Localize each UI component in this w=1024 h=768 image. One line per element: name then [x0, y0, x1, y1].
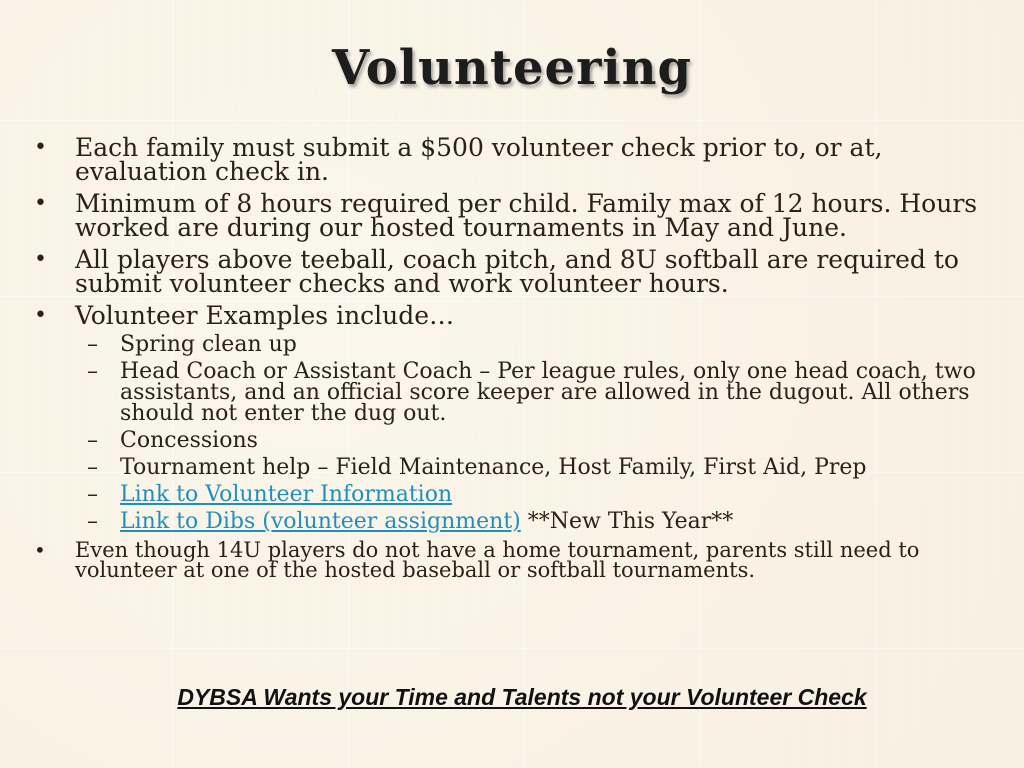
list-item	[30, 189, 990, 242]
sub-list-item	[75, 457, 990, 478]
bullet-icon: •	[34, 191, 47, 216]
sub-list-item	[75, 430, 990, 451]
bullet-text: Each family must submit a $500 volunteer check prior to, or at, evaluation check in.	[75, 133, 883, 186]
bullet-icon: •	[34, 247, 47, 272]
dash-icon: –	[87, 455, 98, 480]
slide-content	[30, 133, 990, 588]
sub-list-item	[75, 334, 990, 355]
list-item	[30, 540, 990, 580]
dibs-link[interactable]: Link to Dibs (volunteer assignment)	[120, 509, 521, 534]
bullet-text: All players above teeball, coach pitch, and 8U softball are required to submit volunteer checks and work volunteer hours.	[75, 245, 959, 298]
sub-list-item	[75, 511, 990, 532]
example-tournament: Tournament help – Field Maintenance, Host Family, First Aid, Prep	[120, 455, 867, 480]
dash-icon: –	[87, 359, 98, 384]
examples-list	[75, 334, 990, 532]
grid-line	[0, 648, 1024, 649]
bullet-text: Even though 14U players do not have a home tournament, parents still need to volunteer at one of the hosted baseball or softball tournaments.	[75, 538, 920, 582]
example-concessions: Concessions	[120, 428, 258, 453]
bullet-icon: •	[34, 538, 46, 562]
bullet-icon: •	[34, 135, 47, 160]
bullet-text: Minimum of 8 hours required per child. Family max of 12 hours. Hours worked are during our hosted tournaments in May and June.	[75, 189, 978, 242]
list-item	[30, 245, 990, 298]
bullet-icon: •	[34, 303, 47, 328]
list-item	[30, 133, 990, 186]
footer-tagline: DYBSA Wants your Time and Talents not your Volunteer Check	[177, 684, 867, 710]
dash-icon: –	[87, 428, 98, 453]
new-note: **New This Year**	[520, 509, 734, 534]
volunteer-info-link[interactable]: Link to Volunteer Information	[120, 482, 453, 507]
dash-icon: –	[87, 509, 98, 534]
grid-line	[0, 120, 1024, 121]
sub-list-item	[75, 484, 990, 505]
list-item	[30, 301, 990, 534]
dash-icon: –	[87, 332, 98, 357]
slide-title: Volunteering	[331, 40, 693, 96]
sub-list-item	[75, 361, 990, 424]
example-coach: Head Coach or Assistant Coach – Per league rules, only one head coach, two assistants, and an official score keeper are allowed in the dugout. All others should not enter the dug out.	[120, 359, 976, 426]
bullet-text: Volunteer Examples include…	[75, 301, 455, 330]
dash-icon: –	[87, 482, 98, 507]
bullet-list	[30, 133, 990, 582]
example-spring: Spring clean up	[120, 332, 297, 357]
